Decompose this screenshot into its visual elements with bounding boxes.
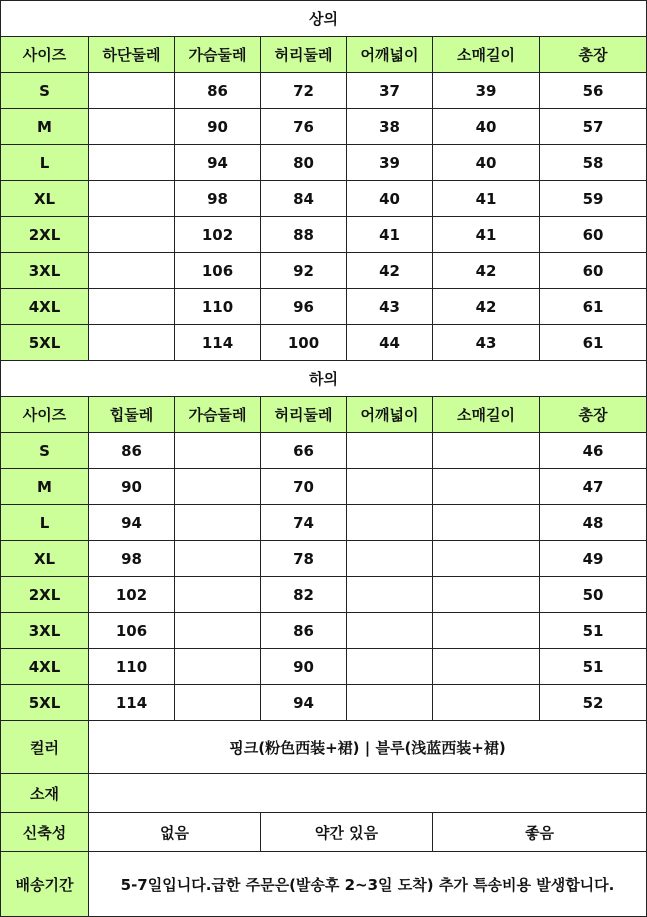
table-row [1,613,647,649]
sleeve-cell: 43 [433,325,540,361]
chest-cell [175,685,261,721]
chest-cell [175,433,261,469]
shoulder-cell [347,613,433,649]
sleeve-cell: 40 [433,109,540,145]
size-cell: 4XL [1,649,89,685]
length-cell: 47 [540,469,647,505]
waist-cell: 66 [261,433,347,469]
shoulder-cell [347,469,433,505]
top-header-row [1,37,647,73]
sleeve-cell: 41 [433,217,540,253]
table-row [1,577,647,613]
table-row [1,145,647,181]
length-cell: 60 [540,253,647,289]
waist-cell: 92 [261,253,347,289]
elasticity-option-good: 좋음 [433,813,647,852]
shoulder-cell [347,541,433,577]
sleeve-cell [433,577,540,613]
size-cell: S [1,73,89,109]
chest-cell [175,613,261,649]
hem-cell [89,73,175,109]
waist-cell: 72 [261,73,347,109]
shoulder-cell: 37 [347,73,433,109]
bottom-header-chest: 가슴둘레 [175,397,261,433]
length-cell: 51 [540,649,647,685]
table-row [1,217,647,253]
sleeve-cell [433,505,540,541]
table-row [1,181,647,217]
length-cell: 59 [540,181,647,217]
chest-cell: 102 [175,217,261,253]
color-row [1,721,647,774]
table-row [1,469,647,505]
color-value: 핑크(粉色西装+裙) | 블루(浅蓝西装+裙) [89,721,647,774]
hem-cell [89,181,175,217]
sleeve-cell [433,433,540,469]
top-header-shoulder: 어깨넓이 [347,37,433,73]
length-cell: 46 [540,433,647,469]
length-cell: 49 [540,541,647,577]
size-cell: 3XL [1,253,89,289]
chest-cell: 86 [175,73,261,109]
sleeve-cell [433,541,540,577]
sleeve-cell [433,649,540,685]
bottom-header-length: 총장 [540,397,647,433]
top-header-chest: 가슴둘레 [175,37,261,73]
size-cell: 2XL [1,217,89,253]
size-cell: L [1,505,89,541]
hip-cell: 114 [89,685,175,721]
shoulder-cell: 43 [347,289,433,325]
shoulder-cell: 42 [347,253,433,289]
table-row [1,505,647,541]
hem-cell [89,109,175,145]
elasticity-row [1,813,647,852]
bottom-section-title: 하의 [1,361,647,397]
shoulder-cell [347,433,433,469]
bottom-header-size: 사이즈 [1,397,89,433]
size-cell: M [1,469,89,505]
shoulder-cell: 40 [347,181,433,217]
hem-cell [89,217,175,253]
chest-cell [175,541,261,577]
table-row [1,541,647,577]
shoulder-cell: 38 [347,109,433,145]
elasticity-option-none: 없음 [89,813,261,852]
length-cell: 57 [540,109,647,145]
bottom-header-row [1,397,647,433]
bottom-header-waist: 허리둘레 [261,397,347,433]
sleeve-cell: 39 [433,73,540,109]
sleeve-cell: 40 [433,145,540,181]
hip-cell: 102 [89,577,175,613]
waist-cell: 80 [261,145,347,181]
chest-cell [175,505,261,541]
hem-cell [89,145,175,181]
length-cell: 56 [540,73,647,109]
size-cell: 5XL [1,325,89,361]
shoulder-cell: 39 [347,145,433,181]
length-cell: 61 [540,289,647,325]
shipping-row [1,852,647,917]
chest-cell: 98 [175,181,261,217]
length-cell: 50 [540,577,647,613]
chest-cell [175,577,261,613]
size-cell: XL [1,541,89,577]
table-row [1,109,647,145]
shoulder-cell [347,505,433,541]
elasticity-label: 신축성 [1,813,89,852]
shoulder-cell [347,577,433,613]
hem-cell [89,289,175,325]
size-cell: M [1,109,89,145]
chest-cell: 106 [175,253,261,289]
top-header-length: 총장 [540,37,647,73]
sleeve-cell: 42 [433,253,540,289]
top-header-size: 사이즈 [1,37,89,73]
sleeve-cell [433,469,540,505]
size-cell: 3XL [1,613,89,649]
hip-cell: 90 [89,469,175,505]
top-title-row [1,1,647,37]
bottom-header-hip: 힙둘레 [89,397,175,433]
top-header-hem: 하단둘레 [89,37,175,73]
shipping-value: 5-7일입니다.급한 주문은(발송후 2~3일 도착) 추가 특송비용 발생합니다. [89,852,647,917]
waist-cell: 82 [261,577,347,613]
bottom-header-sleeve: 소매길이 [433,397,540,433]
chest-cell: 114 [175,325,261,361]
hip-cell: 86 [89,433,175,469]
length-cell: 48 [540,505,647,541]
hip-cell: 94 [89,505,175,541]
waist-cell: 86 [261,613,347,649]
hip-cell: 110 [89,649,175,685]
length-cell: 61 [540,325,647,361]
waist-cell: 96 [261,289,347,325]
waist-cell: 76 [261,109,347,145]
length-cell: 60 [540,217,647,253]
chest-cell: 90 [175,109,261,145]
table-row [1,685,647,721]
bottom-header-shoulder: 어깨넓이 [347,397,433,433]
waist-cell: 70 [261,469,347,505]
table-row [1,73,647,109]
top-header-sleeve: 소매길이 [433,37,540,73]
table-row [1,253,647,289]
table-row [1,289,647,325]
waist-cell: 94 [261,685,347,721]
material-row [1,774,647,813]
color-label: 컬러 [1,721,89,774]
size-cell: S [1,433,89,469]
sleeve-cell [433,685,540,721]
hip-cell: 98 [89,541,175,577]
material-value [89,774,647,813]
sleeve-cell: 41 [433,181,540,217]
table-row [1,325,647,361]
waist-cell: 88 [261,217,347,253]
waist-cell: 78 [261,541,347,577]
sleeve-cell [433,613,540,649]
hem-cell [89,325,175,361]
shoulder-cell: 44 [347,325,433,361]
sleeve-cell: 42 [433,289,540,325]
shoulder-cell: 41 [347,217,433,253]
material-label: 소재 [1,774,89,813]
chest-cell [175,649,261,685]
hem-cell [89,253,175,289]
size-cell: L [1,145,89,181]
chest-cell: 110 [175,289,261,325]
size-cell: 5XL [1,685,89,721]
table-row [1,649,647,685]
table-row [1,433,647,469]
shoulder-cell [347,649,433,685]
size-cell: XL [1,181,89,217]
shoulder-cell [347,685,433,721]
length-cell: 58 [540,145,647,181]
hip-cell: 106 [89,613,175,649]
waist-cell: 74 [261,505,347,541]
chest-cell [175,469,261,505]
top-section-title: 상의 [1,1,647,37]
length-cell: 51 [540,613,647,649]
waist-cell: 100 [261,325,347,361]
length-cell: 52 [540,685,647,721]
waist-cell: 90 [261,649,347,685]
size-cell: 2XL [1,577,89,613]
top-header-waist: 허리둘레 [261,37,347,73]
size-cell: 4XL [1,289,89,325]
chest-cell: 94 [175,145,261,181]
elasticity-option-some: 약간 있음 [261,813,433,852]
waist-cell: 84 [261,181,347,217]
bottom-title-row [1,361,647,397]
shipping-label: 배송기간 [1,852,89,917]
